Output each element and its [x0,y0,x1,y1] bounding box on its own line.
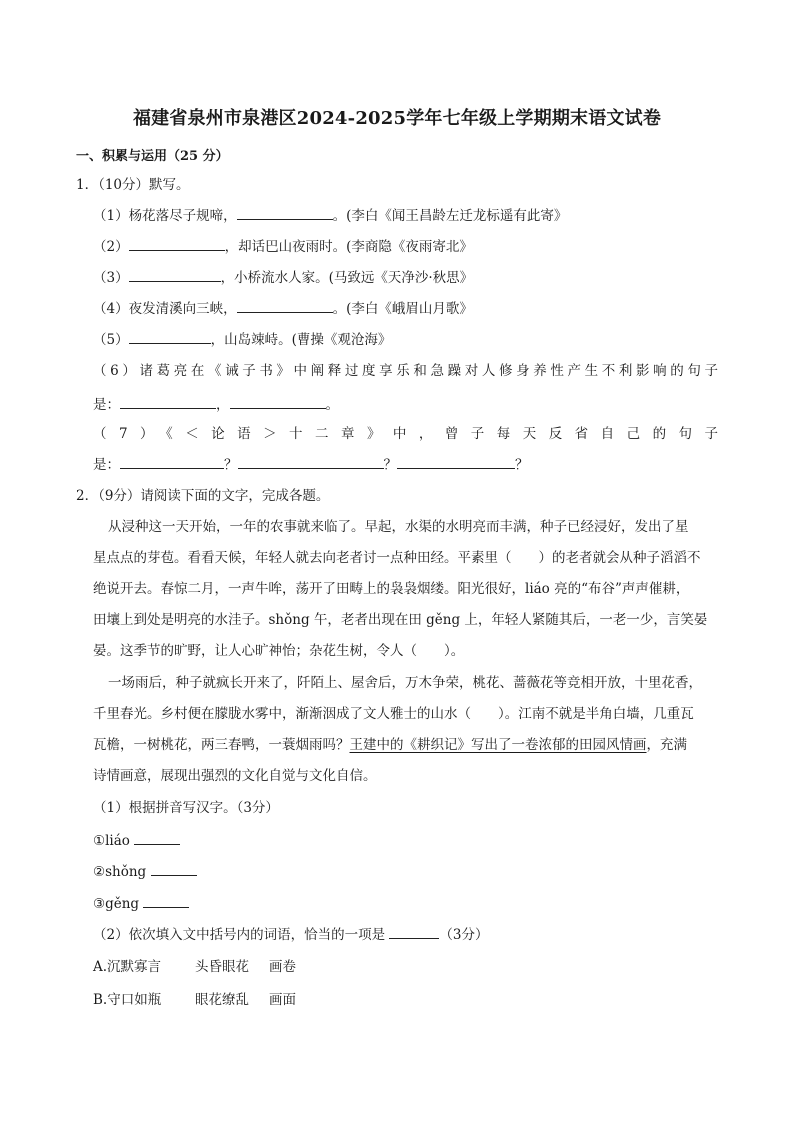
option-b-word-3: 画面 [269,992,296,1008]
answer-blank[interactable] [151,861,197,876]
q1-item-3-post: ，小桥流水人家。(马致远《天净沙·秋思》 [220,270,474,286]
answer-blank[interactable] [129,236,225,251]
q1-item-5-pre: （5） [93,332,129,348]
passage-line: 一场雨后，种子就疯长开来了，阡陌上、屋舍后，万木争荣，桃花、蔷薇花等竞相开放，十里花香， [108,675,702,691]
q1-item-6-end: 。 [325,397,339,413]
question-2-heading: 2．（9分）请阅读下面的文字，完成各题。 [76,488,330,504]
option-b [93,990,296,1010]
pinyin-label: ③gěng [93,896,140,912]
passage-line: 田壤上到处是明亮的水洼子。shǒng 午，老者出现在田 gěng 上，年轻人紧随其后，一老一少，言笑晏 [93,612,708,628]
question-1-heading: 1．（10分）默写。 [76,177,190,193]
q1-item-2 [93,236,473,257]
q1-item-6-line1: （6）诸葛亮在《诫子书》中阐释过度享乐和急躁对人修身养性产生不利影响的句子 [93,363,718,379]
q1-item-1 [93,205,567,226]
option-b-word-2: 眼花缭乱 [195,992,249,1008]
option-b-word-1: B.守口如瓶 [93,992,162,1008]
q1-item-6-line2 [93,394,339,415]
option-a-word-2: 头昏眼花 [195,959,249,975]
answer-blank[interactable] [129,329,211,344]
answer-blank[interactable] [129,267,221,282]
passage-line: 诗情画意，展现出强烈的文化自觉与文化自信。 [93,768,377,784]
pinyin-label: ①liáo [93,833,130,849]
answer-blank[interactable] [120,454,224,469]
answer-blank[interactable] [238,454,384,469]
q1-item-7-q2: ？ [383,457,397,473]
passage-line: 千里春光。乡村便在朦胧水雾中，渐渐洇成了文人雅士的山水（ ）。江南不就是半角白墙，几重瓦 [93,706,694,722]
q1-item-1-post: 。(李白《闻王昌龄左迁龙标遥有此寄》 [332,208,568,224]
passage-line: 从浸种这一天开始，一年的农事就来临了。早起，水渠的水明亮而丰满，种子已经浸好，发出了星 [108,519,689,535]
passage-line [93,735,687,755]
pinyin-item-3 [93,893,189,914]
q1-item-4-post: 。(李白《峨眉山月歌》 [332,301,473,317]
q1-item-4 [93,298,473,319]
answer-blank[interactable] [143,893,189,908]
q1-item-6-pre: 是： [93,397,120,413]
pinyin-item-2 [93,861,197,882]
passage-line: 晏。这季节的旷野，让人心旷神怡；杂花生树，令人（ ）。 [93,643,465,659]
q1-item-7-q3: ？ [515,457,529,473]
pinyin-label: ②shǒng [93,864,147,880]
option-a-word-1: A.沉默寡言 [93,959,162,975]
q1-item-7-line1: （7）《＜论语＞十二章》中，曾子每天反省自己的句子 [93,426,718,442]
q1-item-5-post: ，山岛竦峙。(曹操《观沧海》 [210,332,392,348]
q2-sub-2 [93,924,488,945]
option-a [93,957,296,977]
passage-text: ，充满 [646,737,687,753]
answer-blank[interactable] [120,394,216,409]
q2-sub-2-score: （3分） [439,927,489,943]
q1-item-1-pre: （1）杨花落尽子规啼， [93,208,237,224]
q1-item-7-line2 [93,454,529,475]
q1-item-3 [93,267,473,288]
q1-item-5 [93,329,391,350]
answer-blank[interactable] [230,394,326,409]
pinyin-item-1 [93,830,180,851]
section-heading: 一、积累与运用（25 分） [76,149,229,164]
option-a-word-3: 画卷 [269,959,296,975]
q2-sub-2-text: （2）依次填入文中括号内的词语，恰当的一项是 [93,927,386,943]
answer-blank[interactable] [397,454,515,469]
passage-line: 星点点的芽苞。看看天候，年轻人就去向老者讨一点种田经。平素里（ ）的老者就会从种子滔滔不 [93,550,701,566]
underlined-sentence: 王建中的《耕织记》写出了一卷浓郁的田园风情画 [349,737,647,753]
answer-blank[interactable] [237,298,333,313]
q1-item-7-pre: 是： [93,457,120,473]
answer-blank[interactable] [134,830,180,845]
q1-item-7-q1: ？ [224,457,238,473]
answer-blank[interactable] [237,205,333,220]
q2-sub-1: （1）根据拼音写汉字。（3分） [93,800,279,816]
q1-item-2-post: ，却话巴山夜雨时。(李商隐《夜雨寄北》 [224,239,473,255]
passage-text: 瓦檐，一树桃花，两三春鸭，一蓑烟雨吗？ [93,737,350,753]
q1-item-2-pre: （2） [93,239,129,255]
document-title: 福建省泉州市泉港区2024-2025学年七年级上学期期末语文试卷 [132,108,662,129]
q1-item-4-pre: （4）夜发清溪向三峡， [93,301,237,317]
q1-item-3-pre: （3） [93,270,129,286]
q1-item-6-sep: ， [216,397,230,413]
answer-blank[interactable] [389,924,439,939]
passage-line: 绝说开去。春惊二月，一声牛哞，荡开了田畴上的袅袅烟缕。阳光很好，liáo 亮的“布谷”声声催耕， [93,581,690,597]
